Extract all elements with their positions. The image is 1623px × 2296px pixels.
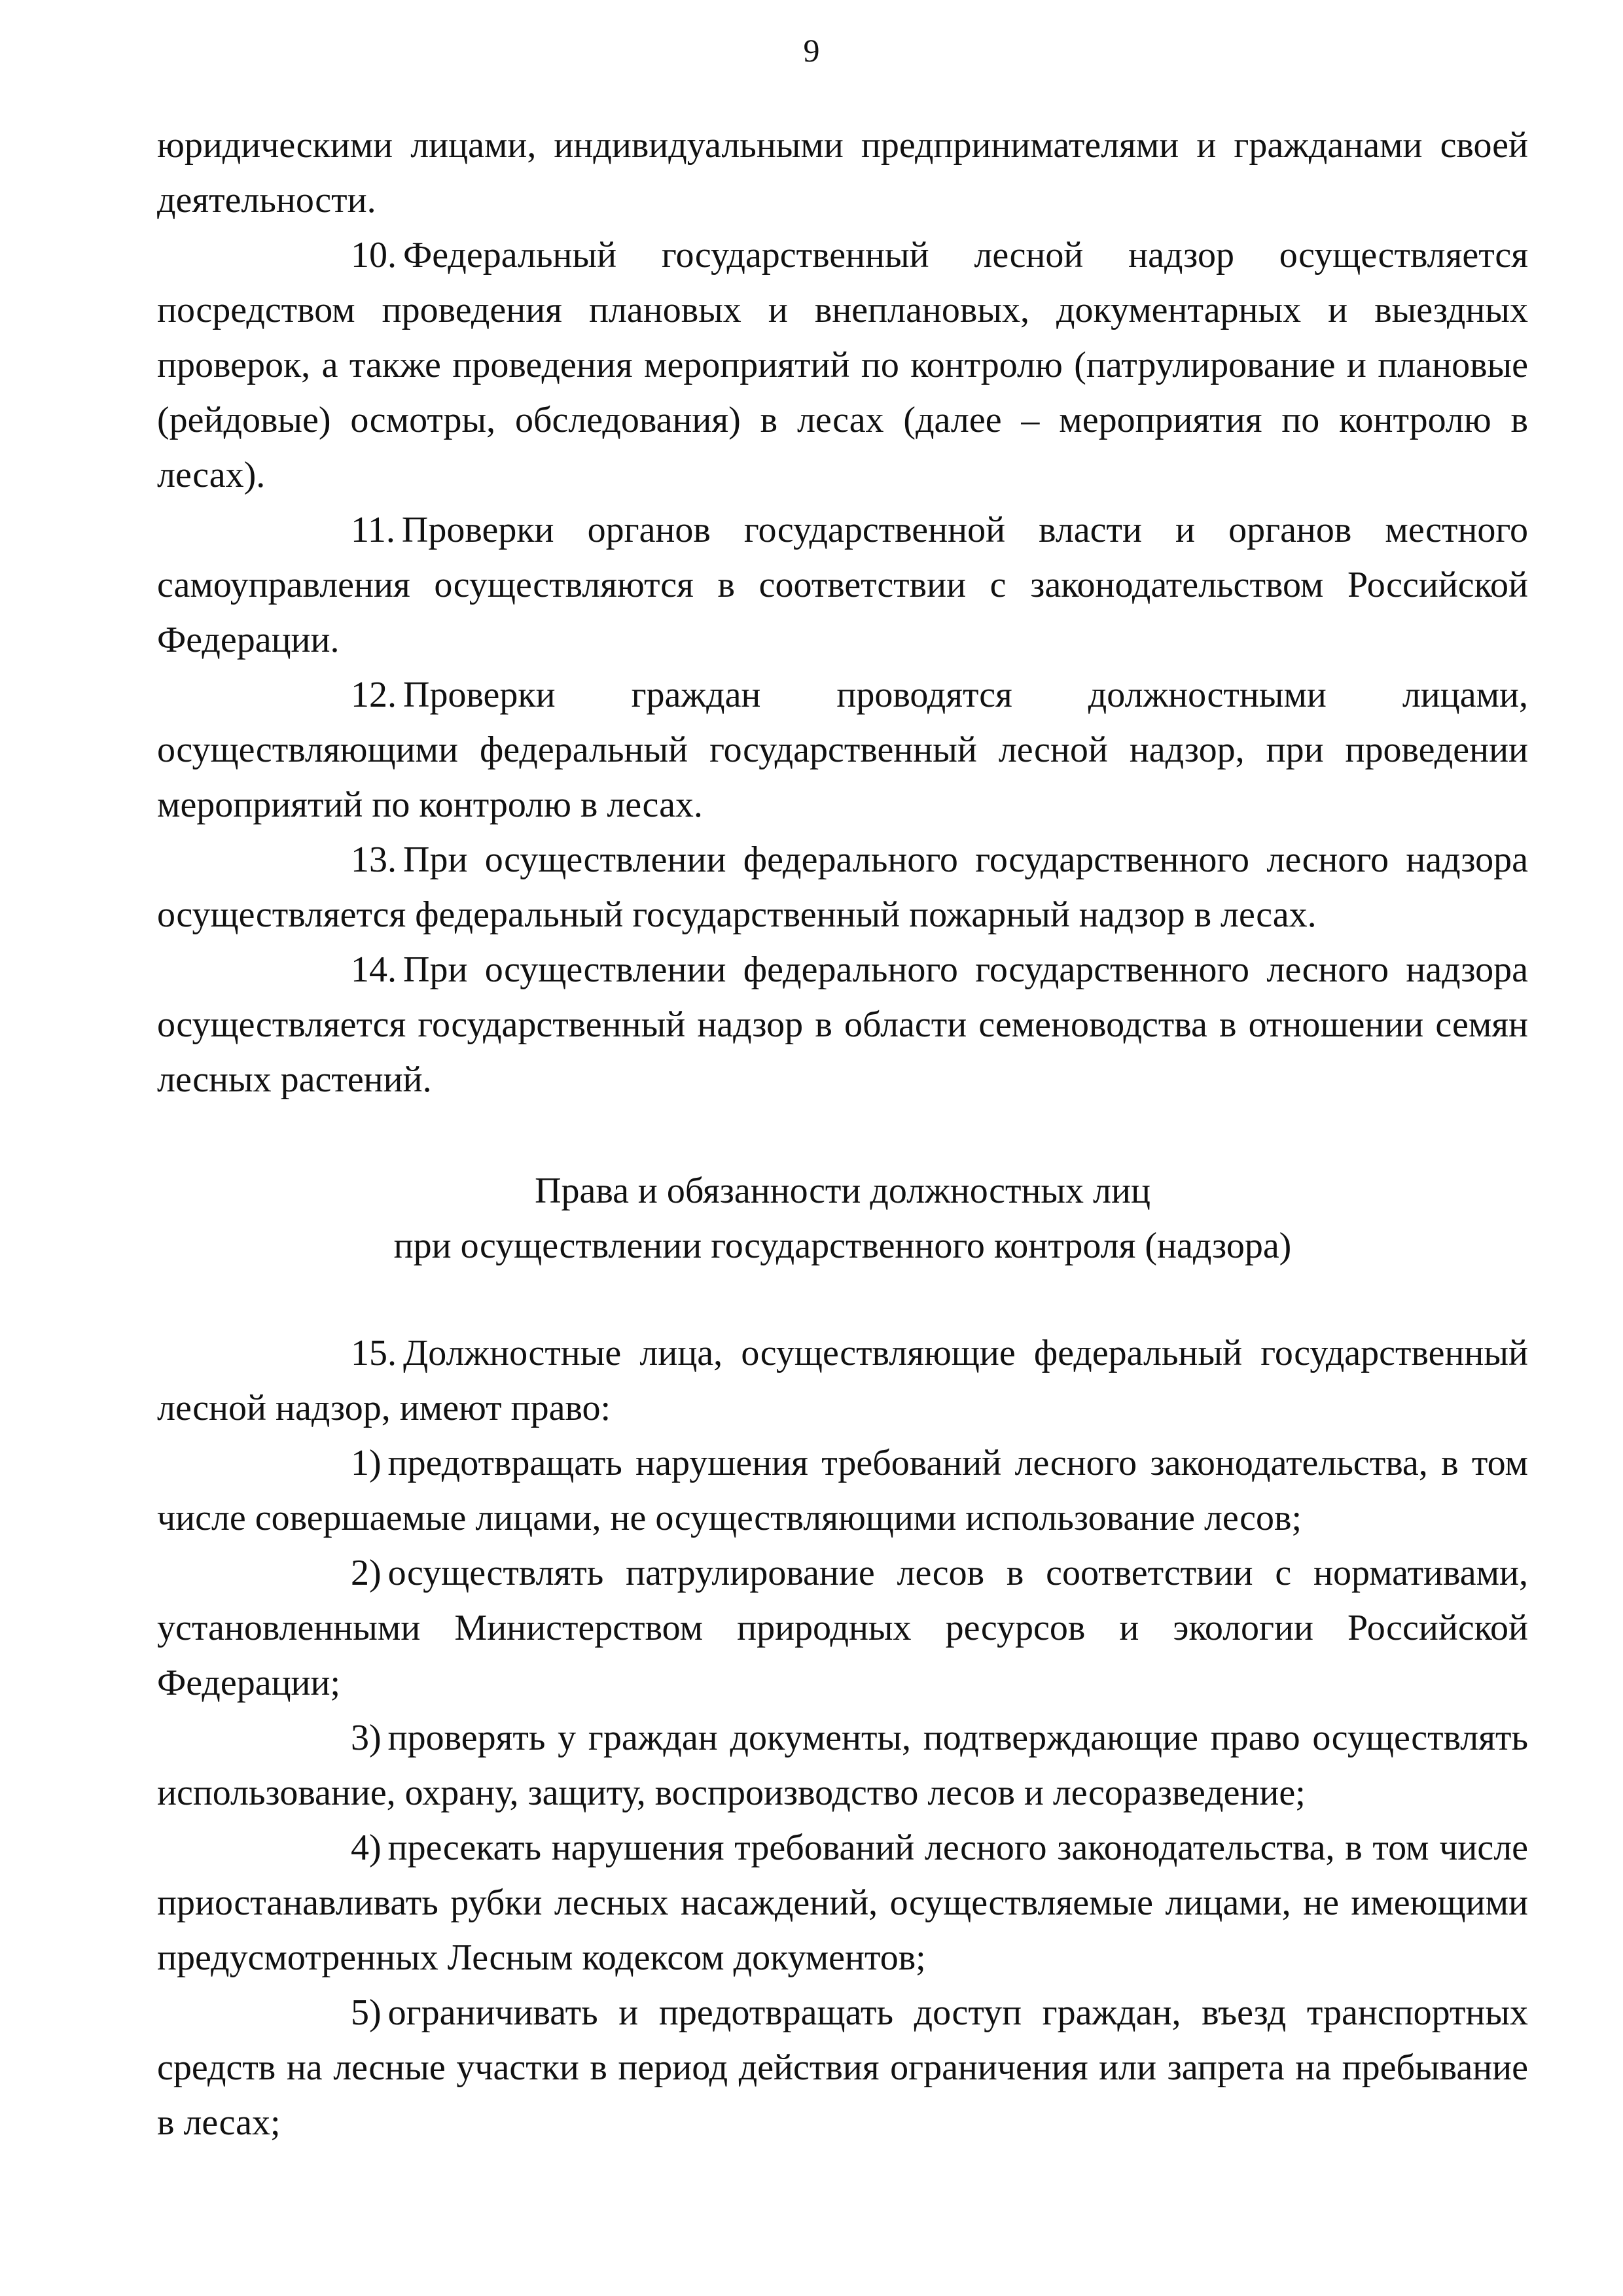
paragraph-number: 10. bbox=[351, 235, 397, 275]
list-item-number: 4) bbox=[351, 1828, 382, 1868]
section-heading bbox=[157, 1163, 1528, 1273]
list-item-text: предотвращать нарушения требований лесного законодательства, в том числе совершаемые лицами, не осуществляющими использование лесов; bbox=[157, 1443, 1528, 1538]
paragraph-number: 15. bbox=[351, 1333, 397, 1373]
paragraph-10 bbox=[157, 228, 1528, 503]
paragraph-number: 13. bbox=[351, 839, 397, 880]
section-heading-line-2: при осуществлении государственного контроля (надзора) bbox=[393, 1226, 1292, 1266]
list-item-1 bbox=[157, 1436, 1528, 1545]
paragraph-number: 11. bbox=[351, 510, 395, 550]
section-heading-line-1: Права и обязанности должностных лиц bbox=[535, 1171, 1150, 1211]
paragraph-11 bbox=[157, 503, 1528, 667]
paragraph-text: Проверки органов государственной власти и органов местного самоуправления осуществляются в соответствии с законодательством Российской Федерации. bbox=[157, 510, 1528, 660]
paragraph-number: 14. bbox=[351, 949, 397, 990]
paragraph-text: Должностные лица, осуществляющие федеральный государственный лесной надзор, имеют право: bbox=[157, 1333, 1528, 1428]
list-item-text: проверять у граждан документы, подтверждающие право осуществлять использование, охрану, защиту, воспроизводство лесов и лесоразведение; bbox=[157, 1718, 1528, 1813]
list-item-3 bbox=[157, 1710, 1528, 1820]
list-item-text: пресекать нарушения требований лесного законодательства, в том числе приостанавливать рубки лесных насаждений, осуществляемые лицами, не имеющими предусмотренных Лесным кодексом документов; bbox=[157, 1828, 1528, 1978]
paragraph-text: При осуществлении федерального государственного лесного надзора осуществляется государственный надзор в области семеноводства в отношении семян лесных растений. bbox=[157, 949, 1528, 1100]
paragraph-12 bbox=[157, 667, 1528, 832]
list-item-2 bbox=[157, 1545, 1528, 1710]
paragraph-15 bbox=[157, 1326, 1528, 1436]
list-item-4 bbox=[157, 1820, 1528, 1985]
list-item-number: 3) bbox=[351, 1718, 382, 1758]
paragraph-continuation bbox=[157, 118, 1528, 228]
paragraph-text: Проверки граждан проводятся должностными лицами, осуществляющими федеральный государственный лесной надзор, при проведении мероприятий по контролю в лесах. bbox=[157, 675, 1528, 825]
list-item-5 bbox=[157, 1985, 1528, 2150]
paragraph-13 bbox=[157, 832, 1528, 942]
paragraph-text: Федеральный государственный лесной надзор осуществляется посредством проведения плановых и внеплановых, документарных и выездных проверок, а также проведения мероприятий по контролю (патрулирование и плановые (рейдовые) осмотры, обследования) в лесах (далее – мероприятия по контролю в лесах). bbox=[157, 235, 1528, 495]
list-item-number: 2) bbox=[351, 1553, 382, 1593]
paragraph-text: юридическими лицами, индивидуальными предпринимателями и гражданами своей деятельности. bbox=[157, 125, 1528, 221]
list-item-number: 5) bbox=[351, 1992, 382, 2033]
paragraph-text: При осуществлении федерального государственного лесного надзора осуществляется федеральный государственный пожарный надзор в лесах. bbox=[157, 839, 1528, 935]
paragraph-number: 12. bbox=[351, 675, 397, 715]
document-body bbox=[157, 118, 1528, 2150]
page-number: 9 bbox=[803, 32, 820, 69]
list-item-text: ограничивать и предотвращать доступ граждан, въезд транспортных средств на лесные участки в период действия ограничения или запрета на пребывание в лесах; bbox=[157, 1992, 1528, 2143]
paragraph-14 bbox=[157, 942, 1528, 1107]
list-item-number: 1) bbox=[351, 1443, 382, 1483]
list-item-text: осуществлять патрулирование лесов в соответствии с нормативами, установленными Министерством природных ресурсов и экологии Российской Федерации; bbox=[157, 1553, 1528, 1703]
